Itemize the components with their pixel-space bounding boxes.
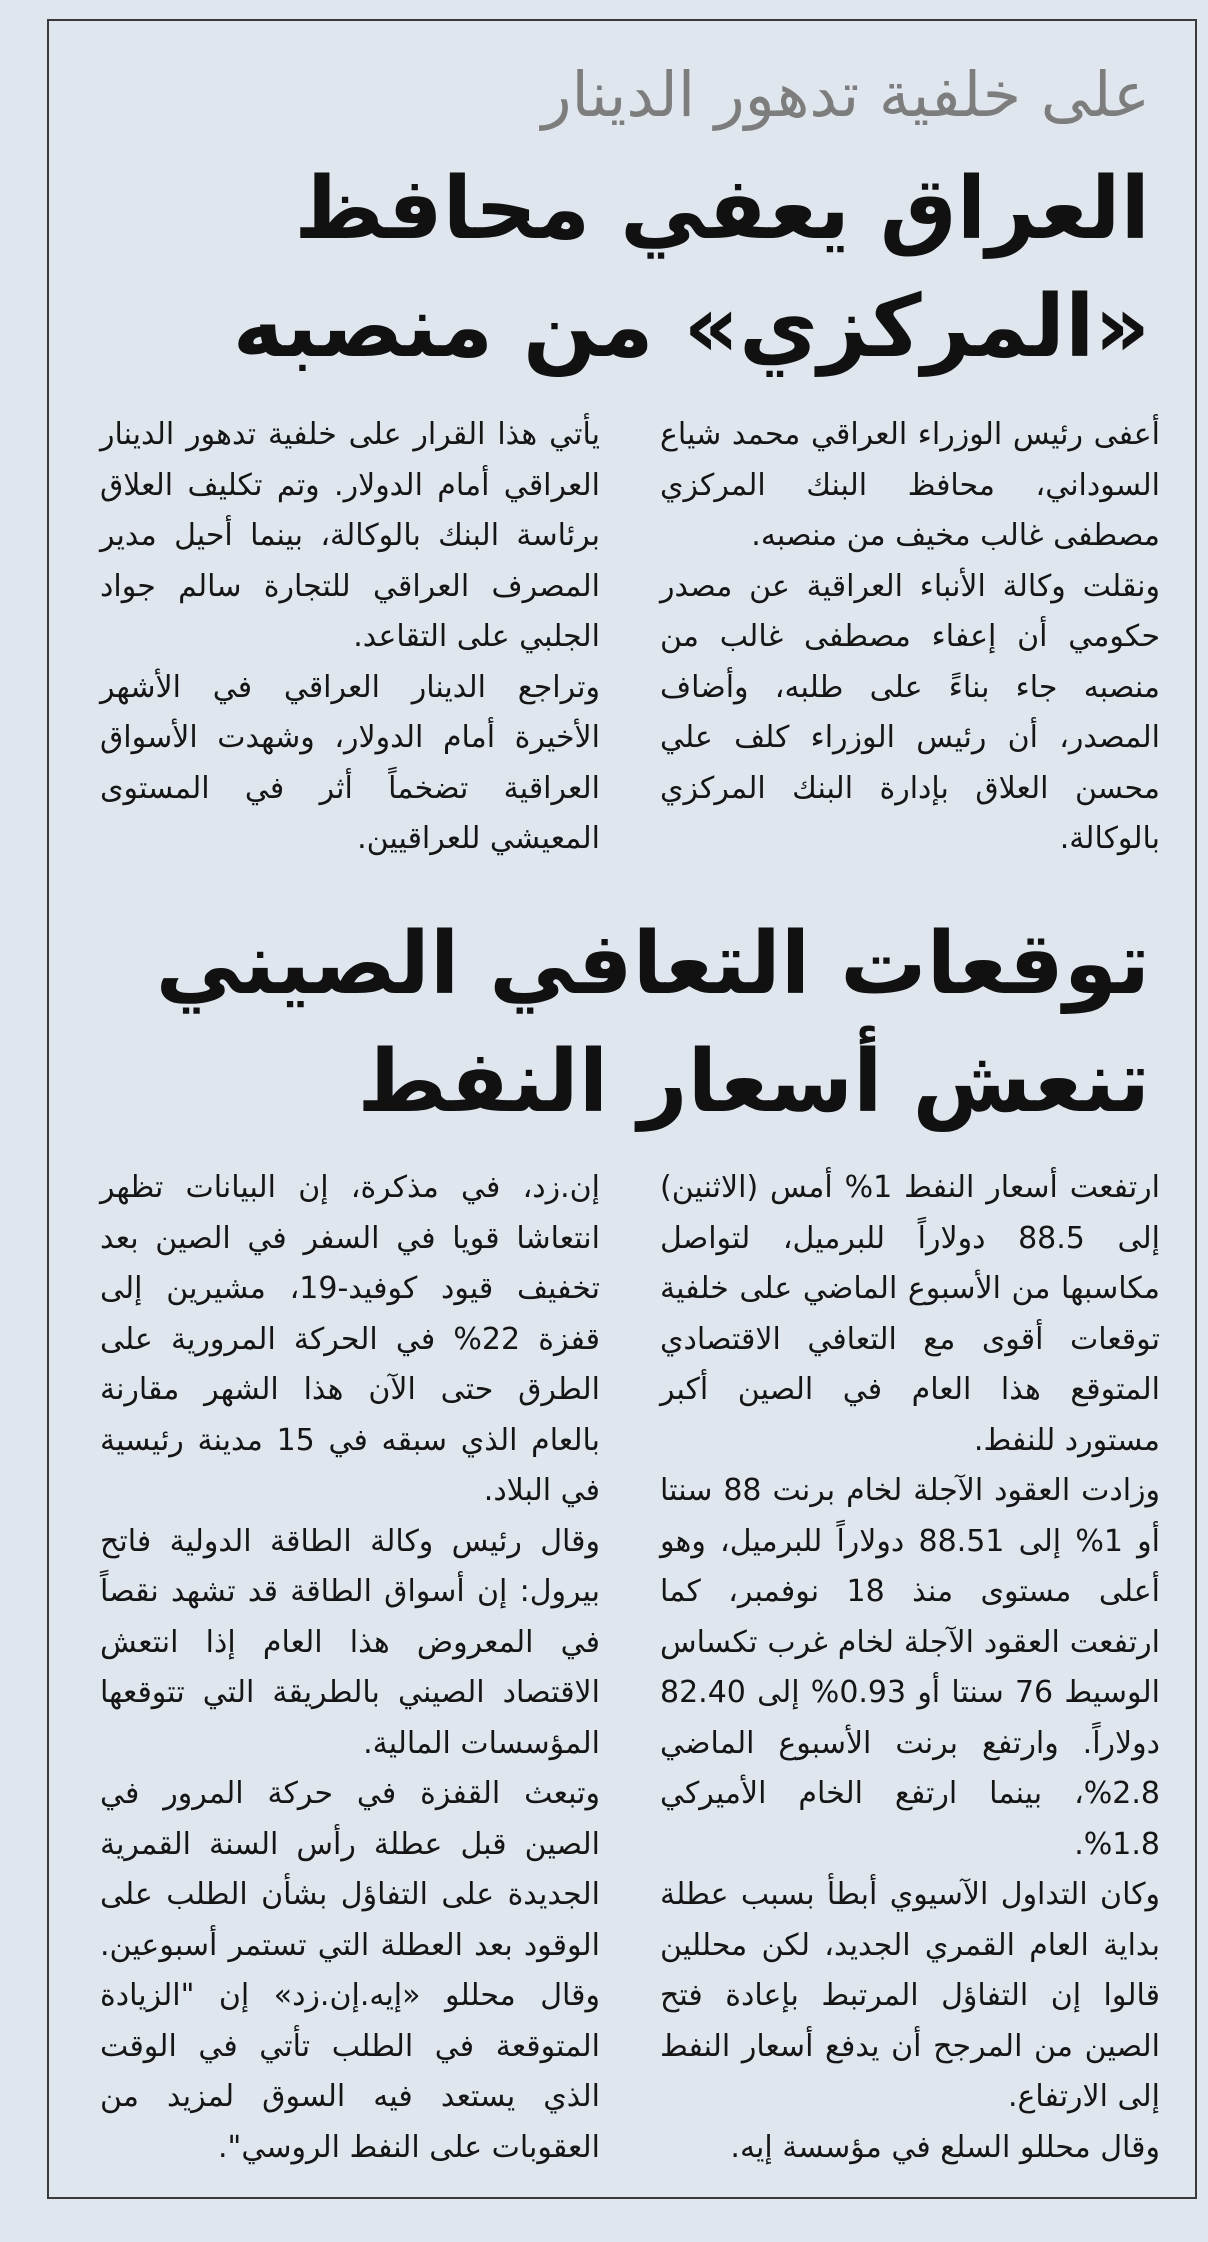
- paragraph: يأتي هذا القرار على خلفية تدهور الدينار العراقي أمام الدولار. وتم تكليف العلاق برئاسة البنك بالوكالة، بينما أحيل مدير المصرف العراقي للتجارة سالم جواد الجلبي على التقاعد.: [100, 417, 600, 654]
- headline-line-2: تنعش أسعار النفط: [357, 1032, 1150, 1132]
- article-oil-headline: [90, 905, 1150, 1141]
- article-iraq: [90, 58, 1150, 132]
- paragraph: ارتفعت أسعار النفط 1% أمس (الاثنين) إلى 88.5 دولاراً للبرميل، لتواصل مكاسبها من الأسبوع الماضي على خلفية توقعات أقوى مع التعافي الاقتصادي المتوقع هذا العام في الصين أكبر مستورد للنفط.: [660, 1170, 1161, 1458]
- paragraph: وزادت العقود الآجلة لخام برنت 88 سنتا أو 1% إلى 88.51 دولاراً للبرميل، وهو أعلى مستوى منذ 18 نوفمبر، كما ارتفعت العقود الآجلة لخام غرب تكساس الوسيط 76 سنتا أو 0.93% إلى 82.40 دولاراً. وارتفع برنت الأسبوع الماضي 2.8%، بينما ارتفع الخام الأميركي 1.8%.: [660, 1473, 1161, 1862]
- headline-line-2: «المركزي» من منصبه: [232, 277, 1150, 377]
- paragraph: وتبعث القفزة في حركة المرور في الصين قبل عطلة رأس السنة القمرية الجديدة على التفاؤل بشأن الطلب على الوقود بعد العطلة التي تستمر أسبوعين. وقال محللو «إيه.إن.زد» إن "الزيادة المتوقعة في الطلب تأتي في الوقت الذي يستعد فيه السوق لمزيد من العقوبات على النفط الروسي".: [100, 1776, 600, 2165]
- body-column-left: [100, 410, 600, 865]
- article-kicker: على خلفية تدهور الدينار: [541, 58, 1150, 131]
- body-column-right: [660, 410, 1160, 865]
- paragraph: وكان التداول الآسيوي أبطأ بسبب عطلة بداية العام القمري الجديد، لكن محللين قالوا إن التفاؤل المرتبط بإعادة فتح الصين من المرجح أن يدفع أسعار النفط إلى الارتفاع.: [660, 1877, 1160, 2114]
- paragraph: ونقلت وكالة الأنباء العراقية عن مصدر حكومي أن إعفاء مصطفى غالب من منصبه جاء بناءً على طلبه، وأضاف المصدر، أن رئيس الوزراء كلف علي محسن العلاق بإدارة البنك المركزي بالوكالة.: [660, 568, 1160, 856]
- headline-line-1: توقعات التعافي الصيني: [155, 914, 1150, 1014]
- body-column-right: [660, 1163, 1160, 2173]
- paragraph: وقال رئيس وكالة الطاقة الدولية فاتح بيرول: إن أسواق الطاقة قد تشهد نقصاً في المعروض هذا العام إذا انتعش الاقتصاد الصيني بالطريقة التي تتوقعها المؤسسات المالية.: [100, 1523, 600, 1761]
- body-column-left: [100, 1163, 600, 2173]
- headline-line-1: العراق يعفي محافظ: [294, 159, 1150, 259]
- paragraph: أعفى رئيس الوزراء العراقي محمد شياع السوداني، محافظ البنك المركزي مصطفى غالب مخيف من منصبه.: [660, 417, 1160, 553]
- paragraph: وتراجع الدينار العراقي في الأشهر الأخيرة أمام الدولار، وشهدت الأسواق العراقية تضخماً أثر في المستوى المعيشي للعراقيين.: [100, 669, 600, 856]
- paragraph: وقال محللو السلع في مؤسسة إيه.: [730, 2129, 1160, 2165]
- article-iraq-headline: [90, 150, 1150, 386]
- paragraph: إن.زد، في مذكرة، إن البيانات تظهر انتعاشا قويا في السفر في الصين بعد تخفيف قيود كوفيد-19، مشيرين إلى قفزة 22% في الحركة المرورية على الطرق حتى الآن هذا الشهر مقارنة بالعام الذي سبقه في 15 مدينة رئيسية في البلاد.: [100, 1170, 601, 1508]
